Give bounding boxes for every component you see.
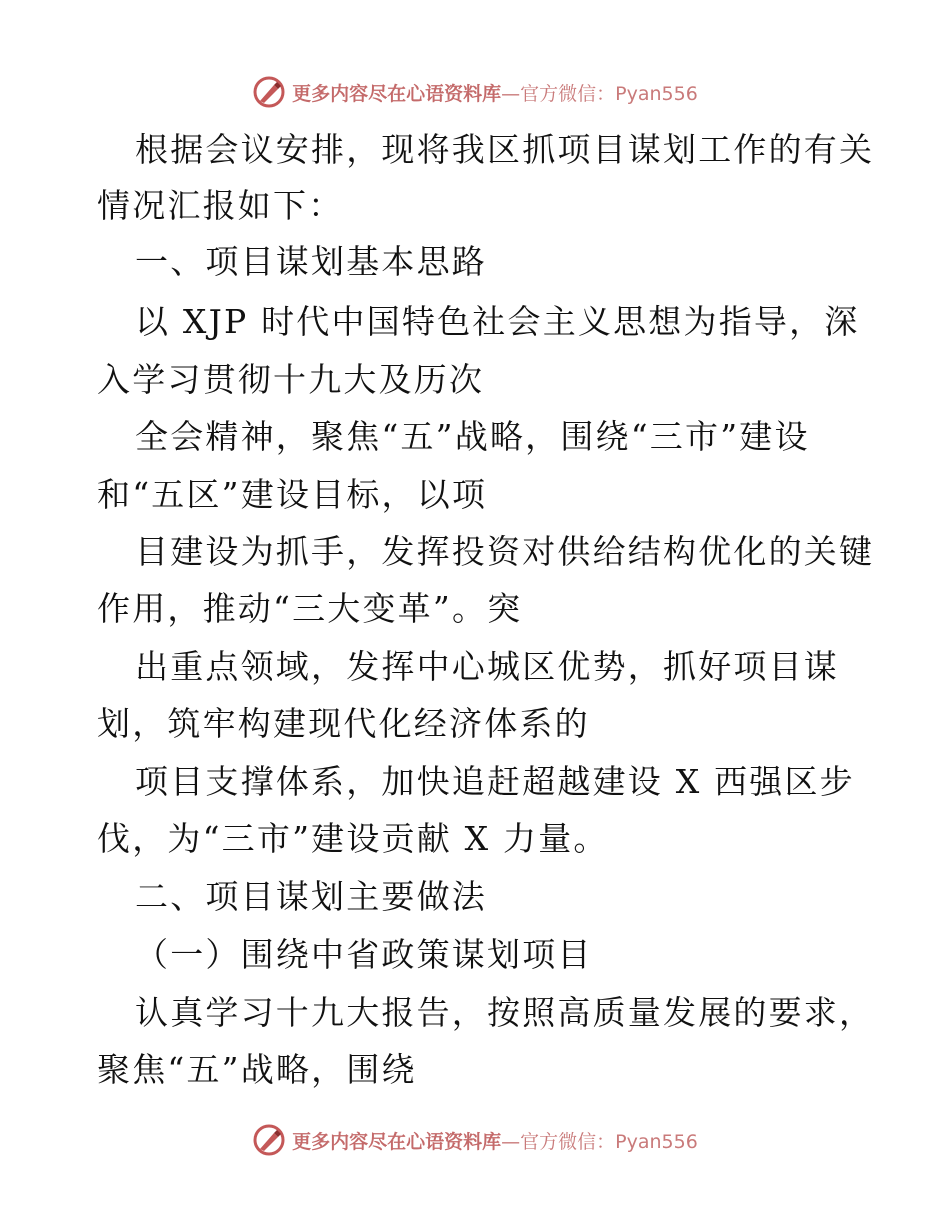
paragraph-line: 和“五区”建设目标，以项	[97, 475, 488, 514]
paragraph-line: 目建设为抓手，发挥投资对供给结构优化的关键	[135, 532, 875, 571]
section-heading: 二、项目谋划主要做法	[135, 877, 487, 916]
subsection-heading: （一）围绕中省政策谋划项目	[135, 935, 593, 974]
watermark-contact: 官方微信：Pyan556	[520, 1130, 698, 1153]
watermark-text	[292, 79, 698, 106]
watermark-text	[292, 1127, 698, 1154]
paragraph-line: 出重点领域，发挥中心城区优势，抓好项目谋	[135, 647, 839, 686]
paragraph-line: 以 XJP 时代中国特色社会主义思想为指导，深	[135, 302, 860, 341]
paragraph-line: 聚焦“五”战略，围绕	[97, 1050, 417, 1089]
paragraph-line: 根据会议安排，现将我区抓项目谋划工作的有关	[135, 130, 875, 169]
paragraph-line: 伐，为“三市”建设贡献 X 力量。	[97, 819, 609, 858]
paragraph-line: 划，筑牢构建现代化经济体系的	[97, 704, 590, 743]
paragraph-line: 作用，推动“三大变革”。突	[97, 589, 523, 628]
watermark-main: 更多内容尽在心语资料库	[292, 1130, 502, 1153]
watermark-separator: —	[501, 1130, 521, 1153]
header-watermark	[0, 72, 950, 112]
paragraph-line: 情况汇报如下：	[97, 186, 344, 225]
pen-logo-icon	[252, 75, 286, 109]
section-heading: 一、项目谋划基本思路	[135, 242, 487, 281]
watermark-contact: 官方微信：Pyan556	[520, 82, 698, 105]
watermark-separator: —	[501, 82, 521, 105]
pen-logo-icon	[252, 1123, 286, 1157]
paragraph-line: 全会精神，聚焦“五”战略，围绕“三市”建设	[135, 417, 810, 456]
watermark-main: 更多内容尽在心语资料库	[292, 82, 502, 105]
paragraph-line: 认真学习十九大报告，按照高质量发展的要求，	[135, 993, 875, 1032]
paragraph-line: 入学习贯彻十九大及历次	[97, 360, 485, 399]
footer-watermark	[0, 1120, 950, 1160]
paragraph-line: 项目支撑体系，加快追赶超越建设 X 西强区步	[135, 762, 855, 801]
